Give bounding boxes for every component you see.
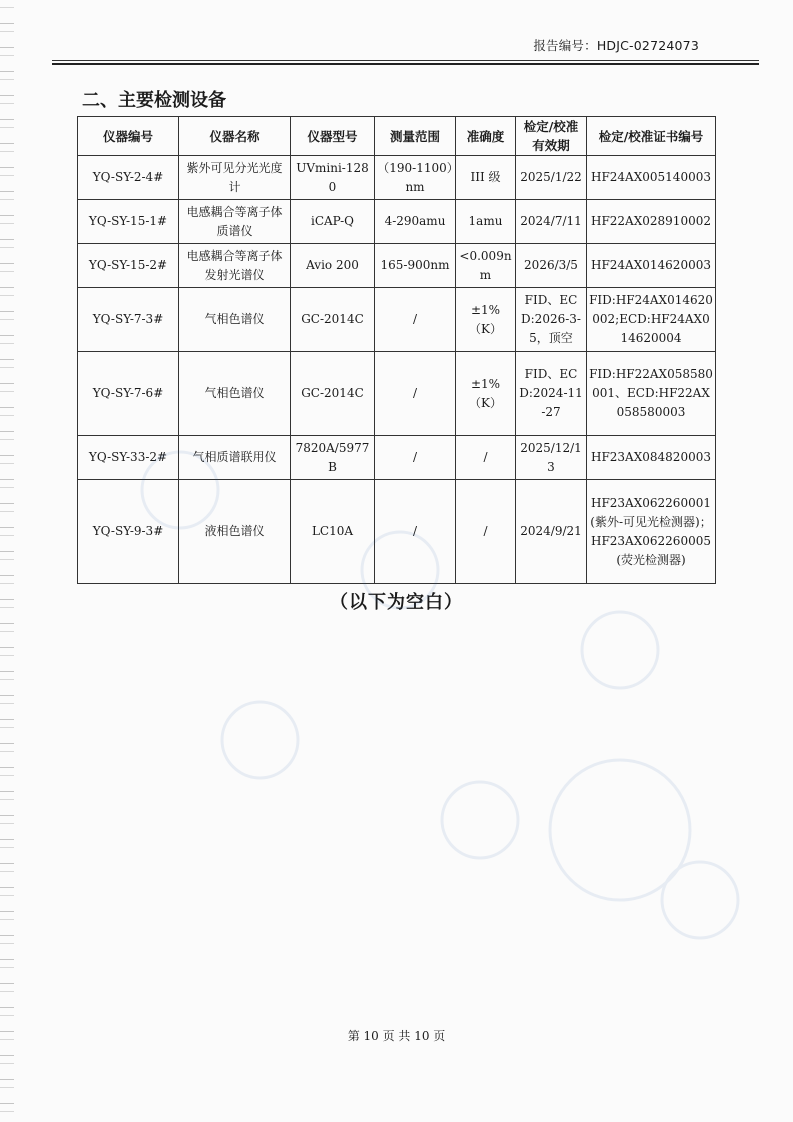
table-row (78, 352, 716, 436)
instrument-model: UVmini-1280 (291, 156, 375, 200)
accuracy: III 级 (456, 156, 516, 200)
certificate-number: HF22AX028910002 (587, 200, 716, 244)
validity-date: 2026/3/5 (516, 244, 587, 288)
instrument-name: 气相色谱仪 (179, 352, 291, 436)
instrument-model: GC-2014C (291, 288, 375, 352)
accuracy: ±1%（K） (456, 352, 516, 436)
instrument-model: iCAP-Q (291, 200, 375, 244)
instrument-name: 紫外可见分光光度计 (179, 156, 291, 200)
instrument-id: YQ-SY-33-2# (78, 436, 179, 480)
measurement-range: / (375, 436, 456, 480)
column-header: 检定/校准有效期 (516, 117, 587, 156)
table-row (78, 436, 716, 480)
instrument-model: GC-2014C (291, 352, 375, 436)
table-header-row (78, 117, 716, 156)
instrument-id: YQ-SY-2-4# (78, 156, 179, 200)
instrument-model: 7820A/5977B (291, 436, 375, 480)
header-divider-thick (52, 63, 759, 65)
accuracy: / (456, 436, 516, 480)
validity-date: 2024/7/11 (516, 200, 587, 244)
report-number: 报告编号：HDJC-02724073 (533, 38, 699, 53)
column-header: 仪器型号 (291, 117, 375, 156)
instrument-model: Avio 200 (291, 244, 375, 288)
section-title: 二、主要检测设备 (82, 90, 226, 111)
certificate-number: HF24AX014620003 (587, 244, 716, 288)
instrument-id: YQ-SY-7-6# (78, 352, 179, 436)
validity-date: 2024/9/21 (516, 480, 587, 584)
validity-date: 2025/1/22 (516, 156, 587, 200)
equipment-table (77, 116, 716, 584)
certificate-number: FID:HF22AX058580001、ECD:HF22AX058580003 (587, 352, 716, 436)
validity-date: FID、ECD:2024-11-27 (516, 352, 587, 436)
measurement-range: 165-900nm (375, 244, 456, 288)
certificate-number: HF23AX062260001(紫外-可见光检测器)；HF23AX062260005(荧光检测器) (587, 480, 716, 584)
column-header: 仪器编号 (78, 117, 179, 156)
certificate-number: HF24AX005140003 (587, 156, 716, 200)
column-header: 检定/校准证书编号 (587, 117, 716, 156)
table-row (78, 156, 716, 200)
validity-date: 2025/12/13 (516, 436, 587, 480)
column-header: 仪器名称 (179, 117, 291, 156)
header-divider-thin (52, 60, 759, 61)
instrument-name: 液相色谱仪 (179, 480, 291, 584)
measurement-range: / (375, 288, 456, 352)
blank-below-note: （以下为空白） (330, 592, 463, 613)
accuracy: / (456, 480, 516, 584)
instrument-id: YQ-SY-7-3# (78, 288, 179, 352)
measurement-range: （190-1100）nm (375, 156, 456, 200)
instrument-id: YQ-SY-15-2# (78, 244, 179, 288)
instrument-model: LC10A (291, 480, 375, 584)
measurement-range: 4-290amu (375, 200, 456, 244)
validity-date: FID、ECD:2026-3-5，顶空 (516, 288, 587, 352)
table-row (78, 480, 716, 584)
certificate-number: FID:HF24AX014620002;ECD:HF24AX014620004 (587, 288, 716, 352)
instrument-id: YQ-SY-15-1# (78, 200, 179, 244)
accuracy: ±1%（K） (456, 288, 516, 352)
measurement-range: / (375, 352, 456, 436)
instrument-name: 气相色谱仪 (179, 288, 291, 352)
table-row (78, 200, 716, 244)
instrument-name: 气相质谱联用仪 (179, 436, 291, 480)
table-row (78, 244, 716, 288)
scan-edge-marks (0, 0, 14, 1122)
accuracy: <0.009nm (456, 244, 516, 288)
column-header: 准确度 (456, 117, 516, 156)
accuracy: 1amu (456, 200, 516, 244)
certificate-number: HF23AX084820003 (587, 436, 716, 480)
instrument-name: 电感耦合等离子体发射光谱仪 (179, 244, 291, 288)
instrument-name: 电感耦合等离子体质谱仪 (179, 200, 291, 244)
table-row (78, 288, 716, 352)
instrument-id: YQ-SY-9-3# (78, 480, 179, 584)
measurement-range: / (375, 480, 456, 584)
column-header: 测量范围 (375, 117, 456, 156)
page-number: 第 10 页 共 10 页 (347, 1029, 446, 1043)
